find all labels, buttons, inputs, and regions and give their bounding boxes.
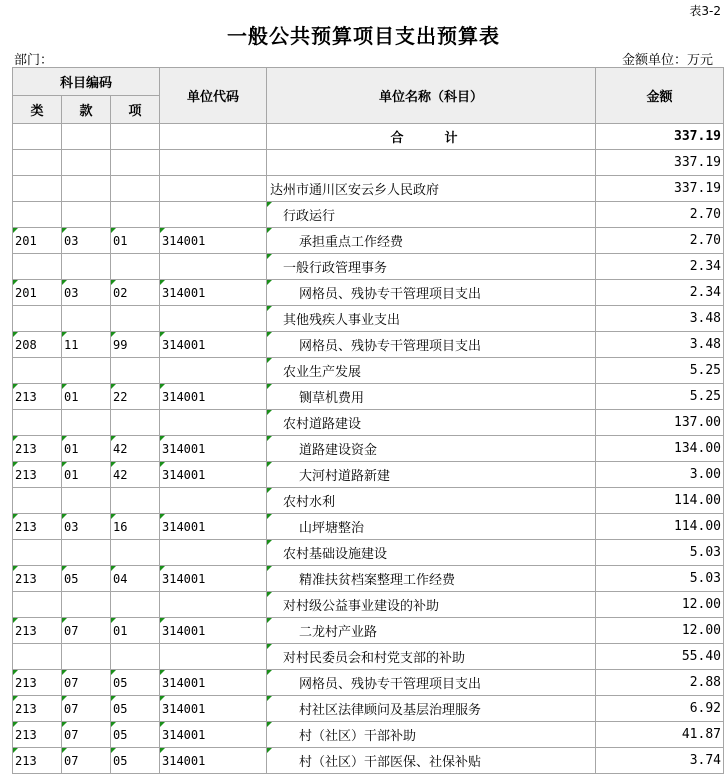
cell-lei: 213: [13, 618, 62, 644]
cell-amount: 2.34: [596, 254, 724, 280]
cell-unit-name: 一般行政管理事务: [267, 254, 596, 280]
cell-unit-code: 314001: [160, 748, 267, 774]
cell-amount: 337.19: [596, 176, 724, 202]
cell-lei: 201: [13, 280, 62, 306]
header-xiang: 项: [111, 96, 160, 124]
cell-unit-name: 二龙村产业路: [267, 618, 596, 644]
cell-unit-name: 精准扶贫档案整理工作经费: [267, 566, 596, 592]
cell-unit-name: 农村基础设施建设: [267, 540, 596, 566]
cell-amount: 137.00: [596, 410, 724, 436]
cell-unit-code: 314001: [160, 280, 267, 306]
cell-lei: 201: [13, 228, 62, 254]
cell-amount: 2.70: [596, 228, 724, 254]
cell-unit-name: 网格员、残协专干管理项目支出: [267, 280, 596, 306]
cell-lei: [13, 202, 62, 228]
cell-unit-name: 其他残疾人事业支出: [267, 306, 596, 332]
cell-amount: 5.03: [596, 540, 724, 566]
cell-kuan: [62, 488, 111, 514]
cell-kuan: [62, 124, 111, 150]
cell-lei: [13, 306, 62, 332]
cell-kuan: [62, 176, 111, 202]
cell-unit-name: 村（社区）干部补助: [267, 722, 596, 748]
table-row: [13, 150, 724, 176]
cell-unit-code: [160, 124, 267, 150]
cell-kuan: 07: [62, 696, 111, 722]
cell-amount: 114.00: [596, 514, 724, 540]
cell-lei: 208: [13, 332, 62, 358]
cell-unit-name: 网格员、残协专干管理项目支出: [267, 332, 596, 358]
cell-kuan: 01: [62, 436, 111, 462]
cell-lei: [13, 410, 62, 436]
cell-unit-code: 314001: [160, 332, 267, 358]
cell-xiang: 05: [111, 748, 160, 774]
cell-kuan: 07: [62, 748, 111, 774]
cell-unit-name: 农业生产发展: [267, 358, 596, 384]
cell-amount: 337.19: [596, 150, 724, 176]
cell-unit-code: [160, 358, 267, 384]
cell-lei: 213: [13, 696, 62, 722]
table-row: [13, 748, 724, 774]
cell-xiang: 04: [111, 566, 160, 592]
total-row: [13, 124, 724, 150]
cell-kuan: 11: [62, 332, 111, 358]
cell-unit-code: [160, 592, 267, 618]
table-row: [13, 280, 724, 306]
cell-amount: 3.48: [596, 306, 724, 332]
cell-xiang: [111, 202, 160, 228]
cell-amount: 3.00: [596, 462, 724, 488]
table-row: [13, 592, 724, 618]
cell-unit-name: 大河村道路新建: [267, 462, 596, 488]
cell-kuan: [62, 150, 111, 176]
cell-amount: 12.00: [596, 592, 724, 618]
cell-unit-code: [160, 644, 267, 670]
cell-unit-code: [160, 306, 267, 332]
table-row: [13, 176, 724, 202]
cell-unit-code: 314001: [160, 566, 267, 592]
total-label: 合 计: [267, 124, 596, 150]
cell-unit-code: [160, 410, 267, 436]
cell-unit-code: 314001: [160, 384, 267, 410]
table-row: [13, 514, 724, 540]
header-lei: 类: [13, 96, 62, 124]
cell-kuan: 07: [62, 670, 111, 696]
cell-lei: 213: [13, 722, 62, 748]
cell-unit-name: 道路建设资金: [267, 436, 596, 462]
cell-xiang: [111, 358, 160, 384]
table-row: [13, 722, 724, 748]
cell-kuan: 01: [62, 384, 111, 410]
header-kuan: 款: [62, 96, 111, 124]
cell-kuan: 03: [62, 514, 111, 540]
table-row: [13, 228, 724, 254]
cell-lei: [13, 592, 62, 618]
department-label: 部门：: [14, 53, 54, 68]
cell-unit-name: 农村水利: [267, 488, 596, 514]
cell-amount: 12.00: [596, 618, 724, 644]
cell-lei: 213: [13, 670, 62, 696]
cell-xiang: 05: [111, 696, 160, 722]
cell-unit-code: 314001: [160, 722, 267, 748]
cell-kuan: 03: [62, 280, 111, 306]
cell-xiang: 05: [111, 722, 160, 748]
table-row: [13, 462, 724, 488]
cell-xiang: [111, 254, 160, 280]
cell-xiang: [111, 410, 160, 436]
cell-kuan: [62, 306, 111, 332]
cell-unit-code: [160, 202, 267, 228]
cell-xiang: 42: [111, 436, 160, 462]
cell-lei: [13, 488, 62, 514]
total-amount: 337.19: [596, 124, 724, 150]
cell-unit-code: 314001: [160, 436, 267, 462]
cell-unit-name: 农村道路建设: [267, 410, 596, 436]
cell-xiang: [111, 488, 160, 514]
cell-lei: [13, 124, 62, 150]
cell-amount: 5.25: [596, 384, 724, 410]
cell-kuan: [62, 358, 111, 384]
header-subject-code: 科目编码: [13, 68, 160, 96]
cell-kuan: 01: [62, 462, 111, 488]
budget-table: [12, 67, 724, 774]
table-row: [13, 644, 724, 670]
cell-amount: 5.25: [596, 358, 724, 384]
cell-xiang: 22: [111, 384, 160, 410]
table-row: [13, 332, 724, 358]
cell-amount: 5.03: [596, 566, 724, 592]
cell-lei: [13, 644, 62, 670]
cell-amount: 114.00: [596, 488, 724, 514]
cell-xiang: 99: [111, 332, 160, 358]
table-row: [13, 488, 724, 514]
cell-lei: [13, 540, 62, 566]
cell-unit-code: 314001: [160, 670, 267, 696]
cell-kuan: [62, 410, 111, 436]
cell-amount: 2.70: [596, 202, 724, 228]
cell-xiang: [111, 592, 160, 618]
cell-lei: [13, 254, 62, 280]
cell-amount: 134.00: [596, 436, 724, 462]
cell-unit-code: [160, 150, 267, 176]
table-row: [13, 202, 724, 228]
cell-unit-name: 达州市通川区安云乡人民政府: [267, 176, 596, 202]
cell-amount: 2.34: [596, 280, 724, 306]
table-row: [13, 618, 724, 644]
table-row: [13, 358, 724, 384]
cell-amount: 3.48: [596, 332, 724, 358]
cell-unit-name: 承担重点工作经费: [267, 228, 596, 254]
cell-unit-code: [160, 254, 267, 280]
table-row: [13, 410, 724, 436]
cell-lei: 213: [13, 384, 62, 410]
cell-unit-name: 网格员、残协专干管理项目支出: [267, 670, 596, 696]
cell-amount: 3.74: [596, 748, 724, 774]
cell-unit-name: 村社区法律顾问及基层治理服务: [267, 696, 596, 722]
cell-amount: 2.88: [596, 670, 724, 696]
cell-lei: 213: [13, 436, 62, 462]
table-row: [13, 670, 724, 696]
cell-lei: 213: [13, 566, 62, 592]
cell-lei: 213: [13, 462, 62, 488]
cell-kuan: [62, 202, 111, 228]
cell-amount: 55.40: [596, 644, 724, 670]
cell-xiang: [111, 644, 160, 670]
cell-unit-code: 314001: [160, 618, 267, 644]
cell-kuan: 03: [62, 228, 111, 254]
cell-xiang: 16: [111, 514, 160, 540]
header-amount: 金额: [596, 68, 724, 124]
cell-unit-name: [267, 150, 596, 176]
cell-kuan: 05: [62, 566, 111, 592]
cell-lei: 213: [13, 514, 62, 540]
cell-unit-code: 314001: [160, 462, 267, 488]
cell-unit-code: [160, 540, 267, 566]
table-row: [13, 306, 724, 332]
table-row: [13, 254, 724, 280]
amount-unit-label: 金额单位：万元: [621, 53, 713, 68]
cell-xiang: [111, 124, 160, 150]
cell-xiang: 01: [111, 228, 160, 254]
cell-unit-name: 对村民委员会和村党支部的补助: [267, 644, 596, 670]
cell-xiang: [111, 176, 160, 202]
table-row: [13, 540, 724, 566]
cell-lei: 213: [13, 748, 62, 774]
cell-xiang: [111, 540, 160, 566]
header-unit-code: 单位代码: [160, 68, 267, 124]
table-row: [13, 566, 724, 592]
cell-kuan: 07: [62, 618, 111, 644]
cell-kuan: 07: [62, 722, 111, 748]
cell-amount: 41.87: [596, 722, 724, 748]
page-title: 一般公共预算项目支出预算表: [227, 24, 500, 48]
cell-unit-code: 314001: [160, 696, 267, 722]
cell-kuan: [62, 540, 111, 566]
cell-kuan: [62, 254, 111, 280]
cell-unit-name: 村（社区）干部医保、社保补贴: [267, 748, 596, 774]
cell-unit-name: 行政运行: [267, 202, 596, 228]
table-row: [13, 384, 724, 410]
cell-unit-code: 314001: [160, 514, 267, 540]
cell-lei: [13, 358, 62, 384]
cell-xiang: 05: [111, 670, 160, 696]
cell-unit-name: 对村级公益事业建设的补助: [267, 592, 596, 618]
cell-xiang: 01: [111, 618, 160, 644]
cell-xiang: [111, 306, 160, 332]
cell-unit-name: 山坪塘整治: [267, 514, 596, 540]
cell-lei: [13, 150, 62, 176]
cell-xiang: [111, 150, 160, 176]
cell-xiang: 02: [111, 280, 160, 306]
table-row: [13, 436, 724, 462]
cell-kuan: [62, 592, 111, 618]
cell-xiang: 42: [111, 462, 160, 488]
cell-unit-code: 314001: [160, 228, 267, 254]
table-number: 表3-2: [689, 4, 721, 18]
cell-unit-code: [160, 488, 267, 514]
header-unit-name: 单位名称（科目）: [267, 68, 596, 124]
cell-unit-name: 铡草机费用: [267, 384, 596, 410]
cell-amount: 6.92: [596, 696, 724, 722]
cell-kuan: [62, 644, 111, 670]
cell-unit-code: [160, 176, 267, 202]
cell-lei: [13, 176, 62, 202]
table-row: [13, 696, 724, 722]
